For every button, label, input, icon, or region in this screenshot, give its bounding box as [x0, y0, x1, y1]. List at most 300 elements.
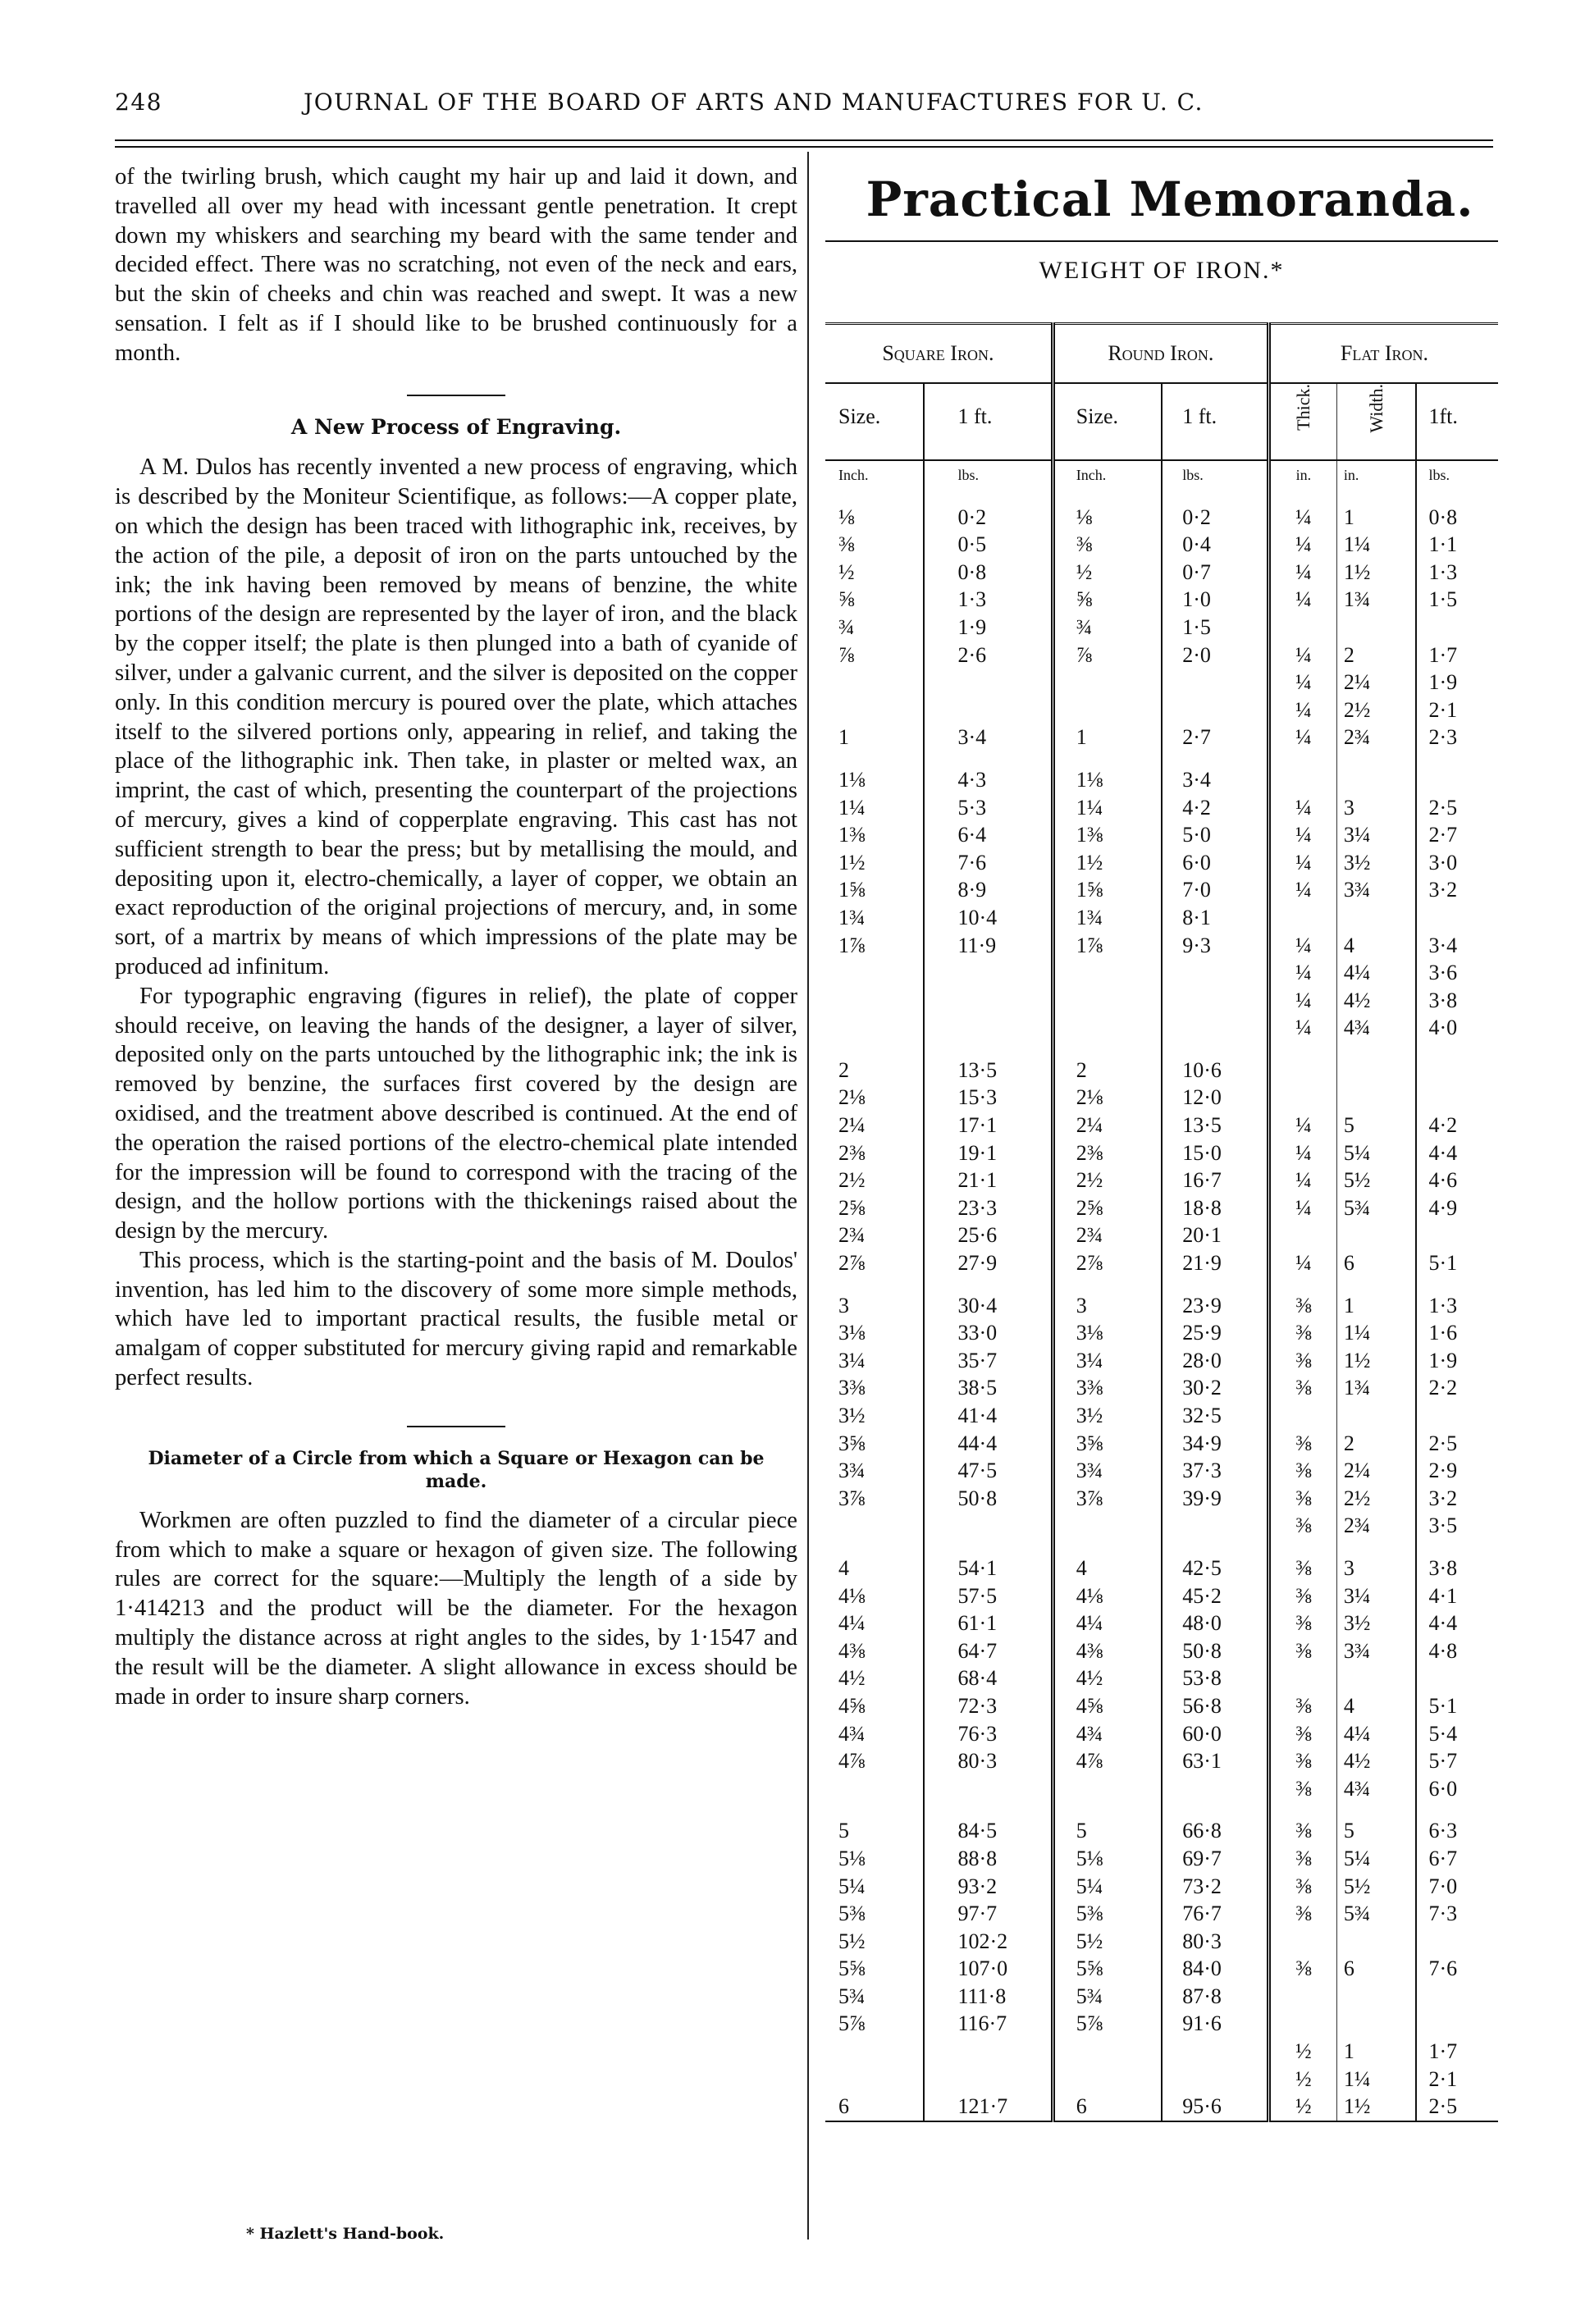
group-round-iron: Round Iron. [1053, 324, 1268, 384]
cell-round-weight: 10·6 [1162, 1057, 1268, 1084]
cell-round-weight: 32·5 [1162, 1402, 1268, 1430]
practical-memoranda-title: Practical Memoranda. [866, 171, 1474, 227]
cell-flat-width: 5¼ [1336, 1845, 1416, 1873]
cell-square-size: 2¾ [838, 1223, 866, 1248]
cell-flat-width: 5 [1336, 1817, 1416, 1845]
col-header-flat-weight: 1ft. [1416, 383, 1498, 460]
cell-round-weight: 39·9 [1162, 1485, 1268, 1513]
table-row [825, 876, 1498, 904]
cell-round-weight: 7·0 [1162, 876, 1268, 904]
cell-flat-width: 5½ [1336, 1873, 1416, 1901]
block-spacer [825, 1802, 1498, 1817]
cell-square-weight: 1·3 [924, 586, 1053, 614]
cell-square-weight: 68·4 [924, 1664, 1053, 1692]
cell-flat-width: 1¾ [1336, 1374, 1416, 1402]
unit-flat-width: in. [1336, 460, 1416, 489]
cell-flat-width: 3 [1336, 794, 1416, 822]
cell-flat-weight: 1·9 [1416, 669, 1498, 696]
cell-square-weight: 17·1 [924, 1112, 1053, 1139]
table-row [825, 2010, 1498, 2038]
cell-round-size: 2⅝ [1053, 1194, 1162, 1222]
engraving-paragraph-2: For typographic engraving (figures in relief), the plate of copper should receive, on leaving the hands of the designer, a layer of silver, deposited only on the parts untouched by the lithographic ink; the ink is removed by benzine, the surfaces first covered by the design are oxidised, and the treatment above described is continued. At the end of the operation the raised portions of the electro-chemical plate intended for the impression will be found to correspond with the tracing of the design, and the hollow portions with the thickenings raised about the design by the mercury. [115, 983, 797, 1244]
cell-round-size: 4¾ [1053, 1720, 1162, 1748]
unit-round-size: Inch. [1053, 460, 1162, 489]
cell-round-weight: 63·1 [1162, 1747, 1268, 1775]
engraving-paragraph-1: A M. Dulos has recently invented a new process of engraving, which is described by the Moniteur Scientifique, as follows:—A copper plate, on which the design has been traced with lithographic ink, receives, by the action of the pile, a deposit of iron on the parts untouched by the ink; the ink having been removed by means of benzine, the white portions of the design are represented by the layer of iron, and the black by the copper itself; the plate is then plunged into a bath of cyanide of silver, under a galvanic current, and the silver is deposited on the copper only. In this condition mercury is poured over the plate, which attaches itself to the silvered portions only, appearing in relief, and taking the place of the lithographic ink. Then take, in plaster or melted wax, an imprint, the cast of which, presenting the counterpart of the projections of mercury, gives a kind of copperplate engraving. This cast has not sufficient strength to bear the press; but by metallising the mould, and depositing upon it, electro-chemically, a layer of copper, we obtain an exact reproduction of the original projections of mercury, and, in some sort, of a martrix by means of which impressions of the plate may be produced ad infinitum. [115, 454, 797, 979]
cell-flat-thick [1268, 1928, 1336, 1956]
cell-round-weight: 1·5 [1162, 614, 1268, 641]
cell-flat-thick [1268, 1221, 1336, 1249]
unit-flat-thick: in. [1268, 460, 1336, 489]
cell-round-size: 5 [1053, 1817, 1162, 1845]
cell-flat-weight: 4·1 [1416, 1582, 1498, 1610]
cell-square-size: 2¼ [838, 1113, 866, 1138]
table-row [825, 1457, 1498, 1485]
cell-flat-width: 1¼ [1336, 531, 1416, 559]
cell-flat-thick: ⅜ [1268, 1955, 1336, 1983]
cell-square-size: 4¼ [838, 1611, 866, 1636]
cell-flat-weight: 4·2 [1416, 1112, 1498, 1139]
cell-flat-weight [1416, 2010, 1498, 2038]
cell-square-size: 5½ [838, 1929, 866, 1953]
cell-flat-thick: ½ [1268, 2066, 1336, 2093]
cell-flat-thick [1268, 1402, 1336, 1430]
cell-round-weight: 4·2 [1162, 794, 1268, 822]
cell-flat-width [1336, 1928, 1416, 1956]
cell-square-weight: 107·0 [924, 1955, 1053, 1983]
cell-flat-weight: 1·5 [1416, 586, 1498, 614]
table-row [825, 1555, 1498, 1582]
table-row [825, 2093, 1498, 2121]
weight-of-iron-table [825, 322, 1498, 2122]
block-spacer [825, 1277, 1498, 1292]
cell-flat-thick: ¼ [1268, 531, 1336, 559]
cell-flat-width: 6 [1336, 1249, 1416, 1277]
cell-flat-width [1336, 2010, 1416, 2038]
cell-square-weight: 25·6 [924, 1221, 1053, 1249]
table-row [825, 586, 1498, 614]
cell-flat-weight: 4·4 [1416, 1139, 1498, 1167]
cell-square-weight: 50·8 [924, 1485, 1053, 1513]
cell-square-weight: 0·5 [924, 531, 1053, 559]
cell-round-weight: 23·9 [1162, 1292, 1268, 1320]
cell-round-weight: 45·2 [1162, 1582, 1268, 1610]
cell-flat-width: 1¾ [1336, 586, 1416, 614]
cell-flat-weight: 3·0 [1416, 849, 1498, 877]
cell-square-weight: 121·7 [924, 2093, 1053, 2121]
cell-square-weight [924, 2038, 1053, 2066]
cell-flat-thick: ¼ [1268, 1112, 1336, 1139]
journal-title: JOURNAL OF THE BOARD OF ARTS AND MANUFACTURES FOR U. C. [304, 89, 1204, 116]
cell-round-size: 5⅞ [1053, 2010, 1162, 2038]
cell-round-size: 2¼ [1053, 1112, 1162, 1139]
block-spacer [825, 1042, 1498, 1057]
cell-round-size [1053, 1014, 1162, 1042]
cell-round-weight: 16·7 [1162, 1167, 1268, 1194]
cell-square-weight: 27·9 [924, 1249, 1053, 1277]
cell-round-size: 4¼ [1053, 1609, 1162, 1637]
cell-round-weight: 2·0 [1162, 641, 1268, 669]
cell-flat-weight: 1·3 [1416, 1292, 1498, 1320]
cell-square-size [825, 669, 924, 696]
cell-square-size: 5⅜ [838, 1902, 866, 1926]
table-row [825, 1845, 1498, 1873]
cell-flat-thick: ½ [1268, 2093, 1336, 2121]
cell-flat-weight: 6·0 [1416, 1775, 1498, 1803]
cell-flat-weight [1416, 1664, 1498, 1692]
cell-flat-weight: 5·7 [1416, 1747, 1498, 1775]
cell-round-size: 5¼ [1053, 1873, 1162, 1901]
cell-square-size: ⅞ [838, 642, 855, 667]
cell-flat-width: 5 [1336, 1112, 1416, 1139]
cell-round-size [1053, 2038, 1162, 2066]
cell-flat-thick: ¼ [1268, 696, 1336, 724]
cell-square-size: ½ [838, 559, 855, 584]
cell-square-weight: 30·4 [924, 1292, 1053, 1320]
cell-flat-weight: 6·7 [1416, 1845, 1498, 1873]
cell-flat-width: 2 [1336, 1430, 1416, 1458]
cell-square-size: 6 [825, 2093, 924, 2121]
cell-flat-width [1336, 1057, 1416, 1084]
cell-flat-thick: ¼ [1268, 1014, 1336, 1042]
cell-square-size: ⅛ [838, 505, 855, 529]
table-row [825, 1983, 1498, 2011]
cell-flat-thick: ⅜ [1268, 1555, 1336, 1582]
weight-table-body [825, 489, 1498, 2121]
cell-round-size: 6 [1053, 2093, 1162, 2121]
cell-square-size: 5¾ [838, 1984, 866, 2008]
cell-round-size [1053, 1775, 1162, 1803]
cell-flat-width: 5½ [1336, 1167, 1416, 1194]
table-row [825, 2066, 1498, 2093]
table-row [825, 669, 1498, 696]
cell-flat-thick: ¼ [1268, 504, 1336, 532]
cell-square-size [825, 987, 924, 1015]
cell-square-size: 5⅝ [838, 1956, 866, 1981]
cell-square-weight: 23·3 [924, 1194, 1053, 1222]
cell-square-weight: 88·8 [924, 1845, 1053, 1873]
cell-square-size: 4⅛ [838, 1583, 866, 1608]
cell-round-weight: 48·0 [1162, 1609, 1268, 1637]
cell-square-size [825, 2066, 924, 2093]
cell-round-weight: 20·1 [1162, 1221, 1268, 1249]
cell-round-weight [1162, 1775, 1268, 1803]
cell-flat-width: 4¾ [1336, 1014, 1416, 1042]
cell-round-weight: 0·2 [1162, 504, 1268, 532]
table-row [825, 1430, 1498, 1458]
cell-square-weight: 10·4 [924, 904, 1053, 932]
cell-round-size: 1¾ [1053, 904, 1162, 932]
cell-round-size: 5½ [1053, 1928, 1162, 1956]
cell-flat-thick: ¼ [1268, 932, 1336, 960]
cell-flat-thick: ⅜ [1268, 1374, 1336, 1402]
group-flat-iron: Flat Iron. [1268, 324, 1498, 384]
cell-flat-width: 4 [1336, 1692, 1416, 1720]
cell-flat-weight: 0·8 [1416, 504, 1498, 532]
cell-round-weight: 13·5 [1162, 1112, 1268, 1139]
cell-square-weight: 15·3 [924, 1084, 1053, 1112]
cell-round-size: 2⅛ [1053, 1084, 1162, 1112]
cell-round-size [1053, 669, 1162, 696]
cell-flat-width [1336, 614, 1416, 641]
cell-round-size: 4⅜ [1053, 1637, 1162, 1665]
cell-flat-weight [1416, 1084, 1498, 1112]
unit-round-weight: lbs. [1162, 460, 1268, 489]
cell-square-weight [924, 987, 1053, 1015]
cell-flat-weight: 3·6 [1416, 959, 1498, 987]
cell-square-size: 2½ [838, 1168, 866, 1193]
table-row [825, 849, 1498, 877]
cell-flat-thick: ¼ [1268, 1139, 1336, 1167]
cell-flat-weight: 2·9 [1416, 1457, 1498, 1485]
cell-flat-width: 4½ [1336, 987, 1416, 1015]
table-row [825, 1374, 1498, 1402]
cell-round-weight [1162, 987, 1268, 1015]
cell-square-weight [924, 696, 1053, 724]
right-column [825, 162, 1514, 2119]
cell-flat-weight [1416, 1928, 1498, 1956]
table-row [825, 1512, 1498, 1540]
table-row [825, 1720, 1498, 1748]
cell-flat-thick: ⅜ [1268, 1720, 1336, 1748]
cell-square-size: 1⅝ [838, 878, 866, 902]
cell-square-weight [924, 959, 1053, 987]
cell-round-weight: 95·6 [1162, 2093, 1268, 2121]
cell-square-weight: 4·3 [924, 766, 1053, 794]
cell-flat-width: 3¾ [1336, 1637, 1416, 1665]
header-rule-2 [115, 146, 1493, 148]
cell-round-weight: 8·1 [1162, 904, 1268, 932]
cell-flat-width [1336, 1983, 1416, 2011]
cell-flat-width: 2½ [1336, 696, 1416, 724]
cell-round-size: 4½ [1053, 1664, 1162, 1692]
table-row [825, 1485, 1498, 1513]
footnote: * Hazlett's Hand-book. [246, 2225, 445, 2243]
cell-flat-width: 3¼ [1336, 821, 1416, 849]
table-row [825, 1057, 1498, 1084]
cell-flat-weight: 4·9 [1416, 1194, 1498, 1222]
cell-round-weight: 9·3 [1162, 932, 1268, 960]
cell-square-size: ⅝ [838, 587, 855, 612]
cell-flat-width: 3½ [1336, 1609, 1416, 1637]
table-row [825, 1139, 1498, 1167]
cell-round-size: 3⅞ [1053, 1485, 1162, 1513]
cell-square-size: 1¾ [838, 905, 866, 929]
table-row [825, 1402, 1498, 1430]
cell-square-size: 3¾ [838, 1459, 866, 1483]
cell-flat-width: 4¾ [1336, 1775, 1416, 1803]
cell-flat-weight [1416, 614, 1498, 641]
cell-flat-thick [1268, 1664, 1336, 1692]
cell-flat-weight: 1·7 [1416, 2038, 1498, 2066]
table-row [825, 766, 1498, 794]
table-row [825, 1319, 1498, 1347]
cell-round-size: 1½ [1053, 849, 1162, 877]
cell-round-size: 5⅛ [1053, 1845, 1162, 1873]
col-header-flat-width: Width. [1336, 383, 1416, 460]
cell-round-weight [1162, 696, 1268, 724]
cell-square-weight: 76·3 [924, 1720, 1053, 1748]
cell-round-size: ⅜ [1053, 531, 1162, 559]
cell-flat-width: 2 [1336, 641, 1416, 669]
cell-flat-weight: 1·9 [1416, 1347, 1498, 1375]
cell-flat-weight: 2·1 [1416, 696, 1498, 724]
block-spacer [825, 751, 1498, 766]
cell-round-weight [1162, 1512, 1268, 1540]
engraving-paragraph-3: This process, which is the starting-point and the basis of M. Doulos' invention, has led him to the discovery of some more simple methods, which have led to important practical results, the fusible metal or amalgam of copper substituted for mercury giving rapid and remarkable perfect results. [115, 1247, 797, 1391]
table-row [825, 1637, 1498, 1665]
cell-round-size: 1⅜ [1053, 821, 1162, 849]
table-row [825, 1928, 1498, 1956]
cell-flat-weight: 2·5 [1416, 1430, 1498, 1458]
cell-flat-weight [1416, 766, 1498, 794]
title-rule [825, 240, 1498, 242]
cell-round-weight: 42·5 [1162, 1555, 1268, 1582]
cell-round-weight: 0·7 [1162, 559, 1268, 587]
table-row [825, 531, 1498, 559]
cell-flat-weight: 7·0 [1416, 1873, 1498, 1901]
cell-square-weight: 33·0 [924, 1319, 1053, 1347]
cell-square-size: 3⅜ [838, 1376, 866, 1400]
cell-round-size: 4⅞ [1053, 1747, 1162, 1775]
cell-square-size: 2⅜ [838, 1140, 866, 1165]
cell-square-weight: 97·7 [924, 1900, 1053, 1928]
table-row [825, 904, 1498, 932]
cell-square-size: 3⅛ [838, 1321, 866, 1345]
cell-flat-thick: ¼ [1268, 641, 1336, 669]
cell-flat-width [1336, 1084, 1416, 1112]
cell-flat-thick: ⅜ [1268, 1775, 1336, 1803]
cell-round-weight: 25·9 [1162, 1319, 1268, 1347]
cell-flat-width: 5¼ [1336, 1139, 1416, 1167]
cell-square-weight: 35·7 [924, 1347, 1053, 1375]
cell-flat-width [1336, 1402, 1416, 1430]
cell-flat-weight: 7·3 [1416, 1900, 1498, 1928]
cell-flat-thick: ¼ [1268, 1249, 1336, 1277]
cell-round-weight: 80·3 [1162, 1928, 1268, 1956]
cell-flat-weight: 6·3 [1416, 1817, 1498, 1845]
cell-flat-width: 3½ [1336, 849, 1416, 877]
cell-flat-width: 2½ [1336, 1485, 1416, 1513]
cell-flat-thick [1268, 614, 1336, 641]
cell-round-size: 4⅝ [1053, 1692, 1162, 1720]
cell-square-weight: 3·4 [924, 724, 1053, 751]
cell-square-size: 1¼ [838, 795, 866, 820]
cell-round-weight: 73·2 [1162, 1873, 1268, 1901]
cell-flat-weight: 3·2 [1416, 876, 1498, 904]
cell-square-size: 2⅞ [838, 1251, 866, 1276]
cell-round-size [1053, 2066, 1162, 2093]
cell-round-weight: 6·0 [1162, 849, 1268, 877]
unit-square-size: Inch. [838, 466, 869, 483]
table-row [825, 1873, 1498, 1901]
table-row [825, 1084, 1498, 1112]
col-header-square-weight: 1 ft. [924, 383, 1053, 460]
section-divider-2 [407, 1426, 505, 1427]
cell-round-size [1053, 987, 1162, 1015]
cell-square-size: 4½ [838, 1666, 866, 1691]
cell-round-size: ⅝ [1053, 586, 1162, 614]
cell-square-weight: 54·1 [924, 1555, 1053, 1582]
cell-square-weight [924, 669, 1053, 696]
cell-square-size: ⅜ [838, 532, 855, 557]
unit-flat-weight: lbs. [1416, 460, 1498, 489]
cell-round-weight: 84·0 [1162, 1955, 1268, 1983]
cell-square-size: 3½ [838, 1404, 866, 1428]
cell-flat-weight [1416, 904, 1498, 932]
cell-flat-width: 3¼ [1336, 1582, 1416, 1610]
cell-flat-width: 5¾ [1336, 1194, 1416, 1222]
col-header-round-weight: 1 ft. [1162, 383, 1268, 460]
cell-flat-width: 2¼ [1336, 1457, 1416, 1485]
cell-round-weight: 87·8 [1162, 1983, 1268, 2011]
cell-round-weight: 21·9 [1162, 1249, 1268, 1277]
table-row [825, 1955, 1498, 1983]
cell-round-weight: 91·6 [1162, 2010, 1268, 2038]
cell-round-size: 4⅛ [1053, 1582, 1162, 1610]
cell-flat-width: 3 [1336, 1555, 1416, 1582]
cell-square-weight [924, 1014, 1053, 1042]
cell-flat-width: 1½ [1336, 1347, 1416, 1375]
cell-flat-weight: 1·3 [1416, 559, 1498, 587]
table-row [825, 1582, 1498, 1610]
cell-flat-thick [1268, 1057, 1336, 1084]
cell-round-size: 2¾ [1053, 1221, 1162, 1249]
table-row [825, 614, 1498, 641]
cell-flat-weight: 1·7 [1416, 641, 1498, 669]
cell-square-weight: 1·9 [924, 614, 1053, 641]
table-row [825, 1249, 1498, 1277]
cell-flat-width: 4¼ [1336, 1720, 1416, 1748]
cell-square-weight: 61·1 [924, 1609, 1053, 1637]
diameter-paragraph: Workmen are often puzzled to find the diameter of a circular piece from which to make a square or hexagon of given size. The following rules are correct for the square:—Multiply the length of a side by 1·414213 and the product will be the diameter. For the hexagon multiply the distance across at right angles to the sides, by 1·1547 and the result will be the diameter. A slight allowance in excess should be made in order to insure sharp corners. [115, 1507, 797, 1710]
cell-square-size: 4 [838, 1555, 849, 1580]
block-spacer [825, 489, 1498, 504]
cell-round-weight [1162, 2038, 1268, 2066]
cell-flat-width: 2¾ [1336, 1512, 1416, 1540]
cell-square-size: ¾ [838, 614, 855, 639]
cell-flat-weight: 2·2 [1416, 1374, 1498, 1402]
cell-flat-width: 1½ [1336, 2093, 1416, 2121]
cell-round-weight: 34·9 [1162, 1430, 1268, 1458]
cell-flat-weight: 4·0 [1416, 1014, 1498, 1042]
table-row [825, 1221, 1498, 1249]
cell-flat-thick: ⅜ [1268, 1637, 1336, 1665]
cell-round-size: ¾ [1053, 614, 1162, 641]
cell-round-weight [1162, 959, 1268, 987]
cell-square-weight: 102·2 [924, 1928, 1053, 1956]
cell-flat-thick: ⅜ [1268, 1347, 1336, 1375]
cell-square-weight: 80·3 [924, 1747, 1053, 1775]
cell-round-size: ⅞ [1053, 641, 1162, 669]
unit-square-weight: lbs. [924, 460, 1053, 489]
cell-flat-thick: ⅜ [1268, 1873, 1336, 1901]
cell-flat-width: 3¾ [1336, 876, 1416, 904]
cell-flat-weight [1416, 1057, 1498, 1084]
cell-square-size: 1⅛ [838, 767, 866, 792]
cell-round-size: 3¾ [1053, 1457, 1162, 1485]
cell-round-size: ½ [1053, 559, 1162, 587]
cell-round-size: 1⅛ [1053, 766, 1162, 794]
cell-round-size: 5⅝ [1053, 1955, 1162, 1983]
cell-square-weight: 0·8 [924, 559, 1053, 587]
cell-round-size: 1¼ [1053, 794, 1162, 822]
cell-round-size: 3⅜ [1053, 1374, 1162, 1402]
cell-square-weight: 44·4 [924, 1430, 1053, 1458]
cell-square-size: 1 [838, 725, 849, 750]
cell-round-weight: 3·4 [1162, 766, 1268, 794]
header-rule [115, 139, 1493, 141]
